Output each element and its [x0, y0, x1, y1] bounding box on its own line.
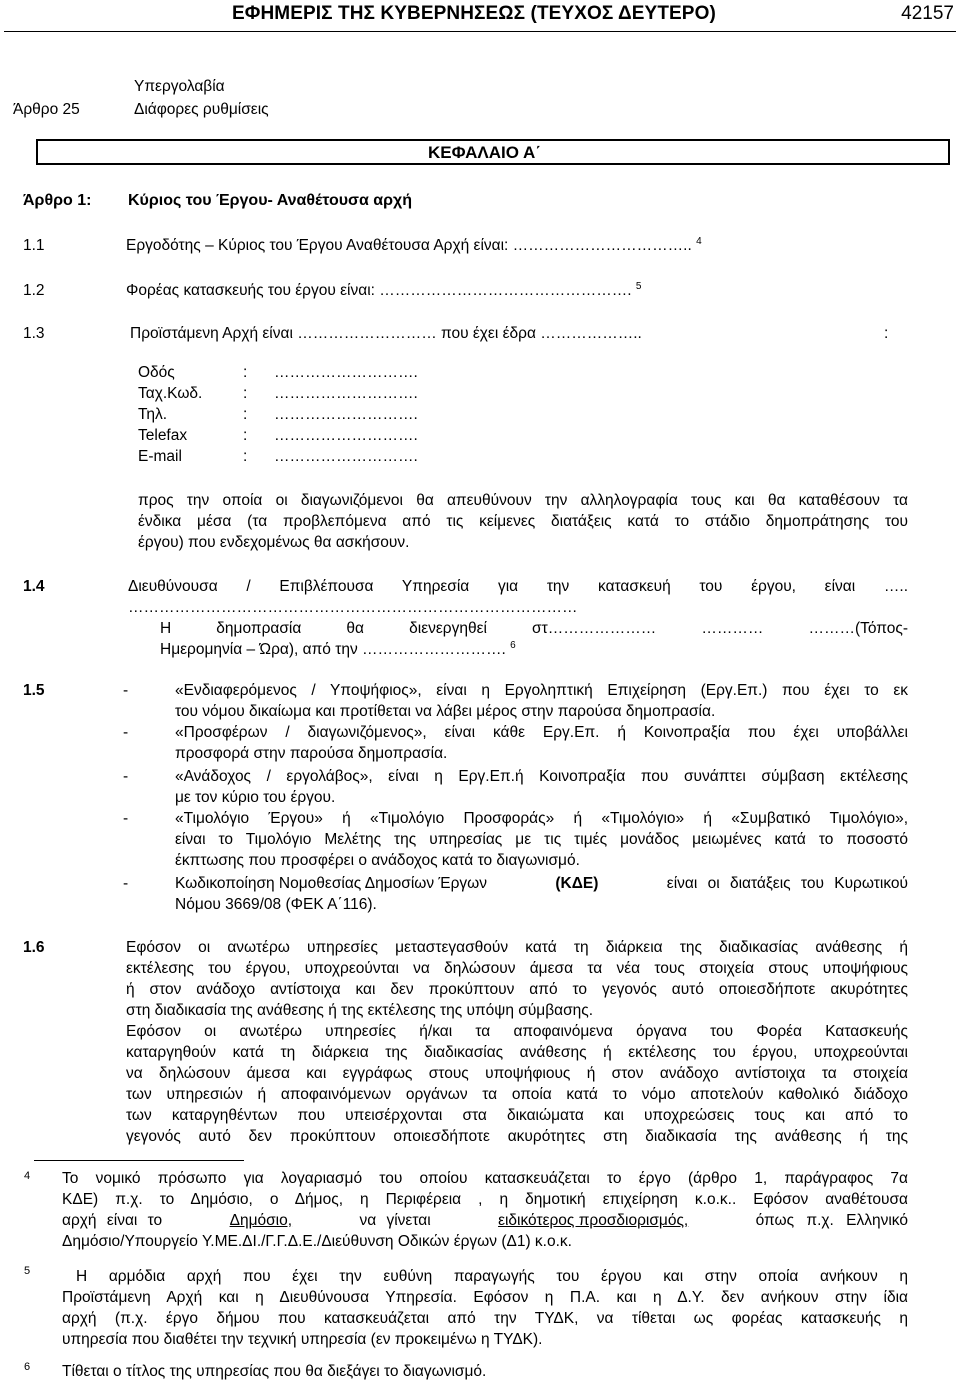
footnote-ref-6[interactable]: 6 — [510, 639, 516, 651]
footnote-4-text-e: όπως π.χ. Ελληνικό — [755, 1212, 908, 1229]
footnote-4-line-2: ΚΔΕ) π.χ. το Δημόσιο, ο Δήμος, η Περιφέρεια , η δημοτική επιχείρηση κ.ο.κ.. Εφόσον αναθέτουσα — [62, 1191, 908, 1208]
para-num-1-1: 1.1 — [23, 237, 45, 254]
para-1-1-body: Εργοδότης – Κύριος του Έργου Αναθέτουσα Αρχή είναι: …………………………….. — [126, 237, 692, 254]
def-kde-text-a: Κωδικοποίηση Νομοθεσίας Δημοσίων Έργων — [175, 875, 487, 892]
email-value: ………………………. — [274, 448, 418, 465]
para-1-6-line-4: στη διαδικασία της ανάθεσης ή της εκτέλεσης της υπόψη σύμβασης. — [126, 1002, 594, 1019]
footnote-6-line-1: Τίθεται ο τίτλος της υπηρεσίας που θα διεξάγει το διαγωνισμό. — [62, 1363, 487, 1380]
towards-line-2: ένδικα μέσα (τα προβλεπόμενα από τις κείμενες διατάξεις κατά το στάδιο δημοπράτησης του — [138, 513, 908, 530]
def-interested-line-2: του νόμου δικαίωμα και προτίθεται να λάβει μέρος στην παρούσα δημοπρασία. — [175, 703, 716, 720]
email-sep: : — [243, 448, 248, 465]
gazette-title: ΕΦΗΜΕΡΙΣ ΤΗΣ ΚΥΒΕΡΝΗΣΕΩΣ (ΤΕΥΧΟΣ ΔΕΥΤΕΡΟ) — [232, 3, 716, 24]
bullet-dash-5: - — [123, 875, 129, 892]
footnote-4-text-c: να γίνεται — [359, 1212, 431, 1229]
footnote-5-line-1: Η αρμόδια αρχή που έχει την ευθύνη παραγωγής του έργου και στην οποία ανήκουν η — [76, 1268, 908, 1285]
para-1-4-line-4-body: Ημερομηνία – Ώρα), από την ………………………. — [160, 641, 506, 658]
footnote-4-line-1: Το νομικό πρόσωπο για λογαριασμό του οποίου κατασκευάζεται το έργο (άρθρο 1, παράγραφος 7α — [62, 1170, 908, 1187]
article-label: Άρθρο 1: — [23, 192, 92, 209]
para-1-6-line-3: ή στον ανάδοχο αντίστοιχα και δεν προκύπτουν από το γεγονός αυτό οποιεσδήποτε ακυρότητες — [126, 981, 908, 998]
def-contractor-line-2: με τον κύριο του έργου. — [175, 789, 336, 806]
toc-article-label: Άρθρο 25 — [13, 101, 80, 118]
para-1-6-line-6: καταργηθούν κατά τη διάρκεια της διαδικασίας ανάθεσης ή εκτέλεσης του έργου, υποχρεούνται — [126, 1044, 908, 1061]
towards-line-1: προς την οποία οι διαγωνιζόμενοι θα απευθύνουν την αλληλογραφία τους και θα καταθέσουν τα — [138, 492, 908, 509]
phone-label: Τηλ. — [138, 406, 168, 423]
bullet-dash-3: - — [123, 768, 129, 785]
para-1-6-line-8: των υπηρεσιών ή αποφαινόμενων οργάνων τα οποία κατά το νόμο αποτελούν καθολικό διάδοχο — [126, 1086, 908, 1103]
toc-item-subcontracting: Υπεργολαβία — [134, 78, 225, 95]
article-title: Κύριος του Έργου- Αναθέτουσα αρχή — [128, 192, 412, 209]
def-kde-line-1 — [175, 873, 908, 894]
footnote-5-line-3: αρχή (π.χ. έργο δήμου που κατασκευάζεται από την ΤΥΔΚ, να τίθεται ως φορέας κατασκευής η — [62, 1310, 908, 1327]
def-kde-line-2: Νόμου 3669/08 (ΦΕΚ Α΄116). — [175, 896, 377, 913]
phone-sep: : — [243, 406, 248, 423]
footnote-rule — [34, 1160, 244, 1161]
para-1-4-line-2: …………………………………………………………………………… — [128, 599, 578, 616]
fax-sep: : — [243, 427, 248, 444]
para-1-3-colon: : — [884, 325, 889, 342]
footnote-4-mark: 4 — [24, 1170, 31, 1182]
towards-line-3: έργου) που ενδεχομένως θα ασκήσουν. — [138, 534, 410, 551]
para-1-1-text — [126, 235, 702, 256]
street-sep: : — [243, 364, 248, 381]
footnote-4-public: Δημόσιο, — [229, 1212, 293, 1229]
email-label: E-mail — [138, 448, 182, 465]
para-1-4-line-1: Διευθύνουσα / Επιβλέπουσα Υπηρεσία για την κατασκευή του έργου, είναι ….. — [128, 578, 908, 595]
para-num-1-6: 1.6 — [23, 939, 45, 956]
def-kde-abbr: (ΚΔΕ) — [555, 875, 599, 892]
fax-value: ………………………. — [274, 427, 418, 444]
def-pricelist-line-2: είναι το Τιμολόγιο Μελέτης της υπηρεσίας με τις τιμές μονάδος μειωμένες κατά το ποσοστό — [175, 831, 908, 848]
footnote-4-line-4: Δημόσιο/Υπουργείο Υ.ΜΕ.ΔΙ./Γ.Γ.Δ.Ε./Διεύθυνση Οδικών έργων (Δ1) κ.ο.κ. — [62, 1233, 572, 1250]
para-1-2-text — [126, 280, 641, 301]
footnote-5-line-2: Προϊστάμενη Αρχή και η Διευθύνουσα Υπηρεσία. Εφόσον η Π.Α. και η Δ.Υ. δεν ανήκουν στην ίδια — [62, 1289, 908, 1306]
phone-value: ………………………. — [274, 406, 418, 423]
para-1-4-line-4 — [160, 639, 516, 660]
postal-label: Ταχ.Κωδ. — [138, 385, 203, 402]
footnote-5-mark: 5 — [24, 1265, 31, 1277]
footnote-4-specific: ειδικότερος προσδιορισμός, — [498, 1212, 689, 1229]
para-num-1-5: 1.5 — [23, 682, 45, 699]
bullet-dash-1: - — [123, 682, 129, 699]
def-interested-line-1: «Ενδιαφερόμενος / Υποψήφιος», είναι η Εργοληπτική Επιχείρηση (Εργ.Επ.) που έχει το εκ — [175, 682, 908, 699]
bullet-dash-2: - — [123, 724, 129, 741]
def-contractor-line-1: «Ανάδοχος / εργολάβος», είναι η Εργ.Επ.ή Κοινοπραξία που συνάπτει σύμβαση εκτέλεσης — [175, 768, 908, 785]
def-kde-text-c: είναι οι διατάξεις του Κυρωτικού — [666, 875, 908, 892]
page-number: 42157 — [901, 3, 954, 24]
para-1-6-line-2: εκτέλεσης του έργου, υποχρεούνται να δηλώσουν άμεσα τα νέα τους στοιχεία στους υποψήφιους — [126, 960, 908, 977]
para-1-6-line-7: να δηλώσουν άμεσα και εγγράφως στους υποψήφιους ή στον ανάδοχο αντίστοιχα τα στοιχεία — [126, 1065, 908, 1082]
footnote-4-line-3 — [62, 1210, 908, 1231]
footnote-6-mark: 6 — [24, 1361, 31, 1373]
street-label: Οδός — [138, 364, 175, 381]
para-1-3-text: Προϊστάμενη Αρχή είναι ……………………… που έχει έδρα ……………….. — [130, 325, 642, 342]
para-1-6-line-5: Εφόσον οι ανωτέρω υπηρεσίες ή/και τα αποφαινόμενα όργανα του Φορέα Κατασκευής — [126, 1023, 908, 1040]
para-1-6-line-1: Εφόσον οι ανωτέρω υπηρεσίες μεταστεγασθούν κατά τη διάρκεια της διαδικασίας ανάθεσης ή — [126, 939, 908, 956]
def-pricelist-line-3: έκπτωσης που προσφέρει ο ανάδοχος κατά το διαγωνισμό. — [175, 852, 580, 869]
bullet-dash-4: - — [123, 810, 129, 827]
chapter-title: ΚΕΦΑΛΑΙΟ Α΄ — [428, 143, 541, 162]
postal-sep: : — [243, 385, 248, 402]
footnote-ref-5[interactable]: 5 — [635, 280, 642, 292]
def-bidder-line-2: προσφορά στην παρούσα δημοπρασία. — [175, 745, 448, 762]
para-1-4-line-3: Η δημοπρασία θα διενεργηθεί στ………………… ………… ………(Τόπος- — [160, 620, 908, 637]
para-num-1-3: 1.3 — [23, 325, 45, 342]
postal-value: ………………………. — [274, 385, 418, 402]
fax-label: Telefax — [138, 427, 188, 444]
footnote-5-line-4: υπηρεσία που διαθέτει την τεχνική υπηρεσία (εν προκειμένω η ΤΥΔΚ). — [62, 1331, 543, 1348]
def-pricelist-line-1: «Τιμολόγιο Έργου» ή «Τιμολόγιο Προσφοράς» ή «Τιμολόγιο» ή «Συμβατικό Τιμολόγιο», — [175, 810, 908, 827]
def-bidder-line-1: «Προσφέρων / διαγωνιζόμενος», είναι κάθε Εργ.Επ. ή Κοινοπραξία που έχει υποβάλλει — [175, 724, 908, 741]
footnote-ref-4[interactable]: 4 — [696, 235, 702, 247]
street-value: ………………………. — [274, 364, 418, 381]
header-rule — [4, 31, 956, 32]
para-num-1-4: 1.4 — [23, 578, 45, 595]
toc-item-misc: Διάφορες ρυθμίσεις — [134, 101, 269, 118]
para-1-6-line-9: των καταργηθέντων που υπεισέρχονται στα δικαιώματα και υποχρεώσεις τους και από το — [126, 1107, 908, 1124]
footnote-4-text-a: αρχή είναι το — [62, 1212, 163, 1229]
para-num-1-2: 1.2 — [23, 282, 45, 299]
para-1-6-line-10: γεγονός αυτό δεν προκύπτουν οποιεσδήποτε ακυρότητες στη διαδικασία της ανάθεσης ή της — [126, 1128, 908, 1145]
para-1-2-body: Φορέας κατασκευής του έργου είναι: …………………………………………. — [126, 282, 632, 299]
